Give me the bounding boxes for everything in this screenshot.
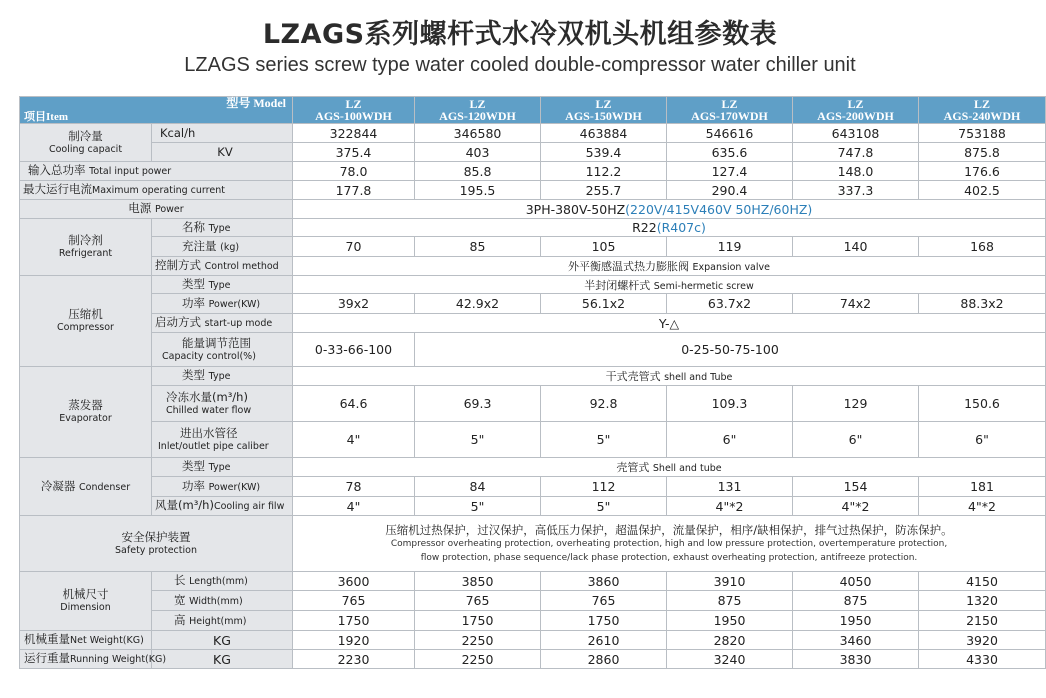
table-cell: 1950 [667, 611, 793, 631]
chilled-water-flow-label: 冷冻水量(m³/h) Chilled water flow [152, 386, 293, 422]
refrigerant-type-value: R22(R407c) [293, 219, 1046, 237]
safety-line-en-2: flow protection, phase sequence/lack phase protection, exhaust overheating protection, antifreeze protection. [420, 552, 918, 563]
running-weight-label: 运行重量Running Weight(KG) [20, 650, 152, 669]
condenser-power-label: 功率 Power(KW) [152, 477, 293, 497]
table-cell: 181 [919, 477, 1046, 497]
table-cell: 2820 [667, 631, 793, 650]
net-weight-label: 机械重量Net Weight(KG) [20, 631, 152, 650]
refrigerant-type-label: 名称 Type [152, 219, 293, 237]
compressor-type-value: 半封闭螺杆式 Semi-hermetic screw [293, 276, 1046, 294]
table-cell: 64.6 [293, 386, 415, 422]
table-row [20, 276, 1046, 294]
table-cell: 2860 [541, 650, 667, 669]
safety-line-cn: 压缩机过热保护，过汉保护，高低压力保护，超温保护，流量保护，相序/缺相保护，排气过热保护，防冻保护。 [385, 522, 953, 537]
table-cell: 129 [793, 386, 919, 422]
evaporator-label: 蒸发器 Evaporator [20, 367, 152, 458]
height-label: 高 Height(mm) [152, 611, 293, 631]
model-header [541, 97, 667, 124]
compressor-power-label: 功率 Power(KW) [152, 294, 293, 314]
table-cell: 255.7 [541, 181, 667, 200]
table-row [20, 631, 1046, 650]
model-line2: AGS-100WDH [315, 109, 392, 123]
model-line2: AGS-120WDH [439, 109, 516, 123]
safety-label: 安全保护装置 Safety protection [20, 516, 293, 572]
table-cell: 4"*2 [793, 497, 919, 516]
table-cell: 1750 [293, 611, 415, 631]
input-power-label: 输入总功率 Total input power [20, 162, 293, 181]
table-cell: 148.0 [793, 162, 919, 181]
table-cell: 5" [541, 422, 667, 458]
table-row [20, 314, 1046, 333]
table-cell: 70 [293, 237, 415, 257]
page-title: LZAGS系列螺杆式水冷双机头机组参数表 [262, 19, 778, 50]
table-cell: 69.3 [415, 386, 541, 422]
table-cell: 2610 [541, 631, 667, 650]
table-row [20, 650, 1046, 669]
table-cell: 109.3 [667, 386, 793, 422]
table-cell: 74x2 [793, 294, 919, 314]
control-method-value: 外平衡感温式热力膨胀阀 Expansion valve [293, 257, 1046, 276]
table-cell: 4"*2 [919, 497, 1046, 516]
evaporator-type-label: 类型 Type [152, 367, 293, 386]
model-line1: LZ [469, 97, 486, 111]
table-row [20, 458, 1046, 477]
table-cell: 290.4 [667, 181, 793, 200]
table-cell: 6" [793, 422, 919, 458]
table-cell: 84 [415, 477, 541, 497]
model-line2: AGS-170WDH [691, 109, 768, 123]
table-cell: 5" [415, 497, 541, 516]
table-cell: 3850 [415, 572, 541, 591]
table-cell: 322844 [293, 124, 415, 143]
table-cell: 39x2 [293, 294, 415, 314]
table-cell: 346580 [415, 124, 541, 143]
page-subtitle: LZAGS series screw type water cooled double-compressor water chiller unit [184, 54, 856, 76]
model-header [919, 97, 1046, 124]
table-cell: 92.8 [541, 386, 667, 422]
table-row [20, 162, 1046, 181]
table-cell: 112.2 [541, 162, 667, 181]
table-cell: 765 [541, 591, 667, 611]
table-row [20, 422, 1046, 458]
model-line2: AGS-240WDH [943, 109, 1021, 123]
table-cell: 168 [919, 237, 1046, 257]
table-cell: 4050 [793, 572, 919, 591]
model-header [415, 97, 541, 124]
table-row [20, 367, 1046, 386]
evaporator-type-value: 干式壳管式 shell and Tube [293, 367, 1046, 386]
table-cell: 875 [667, 591, 793, 611]
table-row [20, 200, 1046, 219]
table-cell: 2250 [415, 631, 541, 650]
table-row [20, 516, 1046, 572]
table-row [20, 611, 1046, 631]
table-cell: 4" [293, 422, 415, 458]
table-cell: 78.0 [293, 162, 415, 181]
model-header [293, 97, 415, 124]
model-line1: LZ [345, 97, 362, 111]
table-cell: 78 [293, 477, 415, 497]
table-cell: 3860 [541, 572, 667, 591]
parameter-table [19, 96, 1046, 669]
table-row [20, 143, 1046, 162]
table-cell: 635.6 [667, 143, 793, 162]
table-cell: 875.8 [919, 143, 1046, 162]
table-cell: 119 [667, 237, 793, 257]
table-cell: 4"*2 [667, 497, 793, 516]
table-row [20, 591, 1046, 611]
table-cell: 2250 [415, 650, 541, 669]
table-cell: 1750 [415, 611, 541, 631]
table-cell: 42.9x2 [415, 294, 541, 314]
table-row [20, 181, 1046, 200]
table-row [20, 497, 1046, 516]
table-cell: 6" [667, 422, 793, 458]
table-cell: 4330 [919, 650, 1046, 669]
model-line2: AGS-150WDH [565, 109, 642, 123]
refrigerant-label: 制冷剂 Refrigerant [20, 219, 152, 276]
table-cell: 747.8 [793, 143, 919, 162]
item-label: 项目Item [24, 111, 68, 123]
kcal-unit: Kcal/h [152, 124, 293, 143]
model-label: 型号 Model [226, 96, 286, 110]
table-cell: 1920 [293, 631, 415, 650]
table-cell: 1320 [919, 591, 1046, 611]
table-cell: 765 [293, 591, 415, 611]
dimension-label: 机械尺寸 Dimension [20, 572, 152, 631]
startup-mode-value: Y-△ [293, 314, 1046, 333]
startup-mode-label: 启动方式 start-up mode [152, 314, 293, 333]
table-cell: 3240 [667, 650, 793, 669]
table-cell: 88.3x2 [919, 294, 1046, 314]
cooling-label: 制冷量 Cooling capacit [20, 124, 152, 162]
table-row [20, 237, 1046, 257]
length-label: 长 Length(mm) [152, 572, 293, 591]
table-row [20, 219, 1046, 237]
power-supply-label: 电源 Power [20, 200, 293, 219]
capacity-control-rest: 0-25-50-75-100 [415, 333, 1046, 367]
table-cell: 176.6 [919, 162, 1046, 181]
table-cell: 85.8 [415, 162, 541, 181]
table-cell: 375.4 [293, 143, 415, 162]
table-cell: 402.5 [919, 181, 1046, 200]
table-cell: 2230 [293, 650, 415, 669]
table-cell: 3910 [667, 572, 793, 591]
header-row [20, 97, 1046, 124]
table-cell: 3460 [793, 631, 919, 650]
table-row [20, 333, 1046, 367]
table-cell: 403 [415, 143, 541, 162]
table-row [20, 477, 1046, 497]
capacity-control-first: 0-33-66-100 [293, 333, 415, 367]
air-flow-label: 风量(m³/h)Cooling air filw [152, 497, 293, 516]
table-cell: 131 [667, 477, 793, 497]
table-cell: 875 [793, 591, 919, 611]
header-corner [20, 97, 293, 124]
table-cell: 539.4 [541, 143, 667, 162]
control-method-label: 控制方式 Control method [152, 257, 293, 276]
table-cell: 105 [541, 237, 667, 257]
capacity-control-label: 能量调节范围 Capacity control(%) [152, 333, 293, 367]
kw-unit: KV [152, 143, 293, 162]
table-cell: 85 [415, 237, 541, 257]
table-cell: 154 [793, 477, 919, 497]
table-cell: 337.3 [793, 181, 919, 200]
model-line2: AGS-200WDH [817, 109, 894, 123]
table-cell: 63.7x2 [667, 294, 793, 314]
running-weight-unit: KG [152, 650, 293, 669]
condenser-label: 冷凝器 Condenser [20, 458, 152, 516]
table-cell: 5" [415, 422, 541, 458]
compressor-label: 压缩机 Compressor [20, 276, 152, 367]
width-label: 宽 Width(mm) [152, 591, 293, 611]
table-row [20, 386, 1046, 422]
model-line1: LZ [847, 97, 864, 111]
model-header [793, 97, 919, 124]
table-cell: 765 [415, 591, 541, 611]
table-row [20, 124, 1046, 143]
net-weight-unit: KG [152, 631, 293, 650]
table-cell: 150.6 [919, 386, 1046, 422]
condenser-type-value: 壳管式 Shell and tube [293, 458, 1046, 477]
safety-value [293, 516, 1046, 572]
compressor-type-label: 类型 Type [152, 276, 293, 294]
table-cell: 3830 [793, 650, 919, 669]
charge-label: 充注量 (kg) [152, 237, 293, 257]
table-cell: 177.8 [293, 181, 415, 200]
table-cell: 112 [541, 477, 667, 497]
condenser-type-label: 类型 Type [152, 458, 293, 477]
model-line1: LZ [973, 97, 990, 111]
table-cell: 3600 [293, 572, 415, 591]
table-cell: 463884 [541, 124, 667, 143]
table-cell: 140 [793, 237, 919, 257]
table-cell: 56.1x2 [541, 294, 667, 314]
power-supply-value: 3PH-380V-50HZ(220V/415V460V 50HZ/60HZ) [293, 200, 1046, 219]
table-cell: 753188 [919, 124, 1046, 143]
model-line1: LZ [595, 97, 612, 111]
table-cell: 6" [919, 422, 1046, 458]
table-row [20, 294, 1046, 314]
table-row [20, 572, 1046, 591]
table-cell: 643108 [793, 124, 919, 143]
safety-line-en-1: Compressor overheating protection, overheating protection, high and low pressure protection, overtemperature protection, [390, 538, 948, 549]
table-cell: 3920 [919, 631, 1046, 650]
table-cell: 127.4 [667, 162, 793, 181]
table-row [20, 257, 1046, 276]
table-cell: 4" [293, 497, 415, 516]
table-cell: 1950 [793, 611, 919, 631]
max-current-label: 最大运行电流Maximum operating current [20, 181, 293, 200]
model-line1: LZ [721, 97, 738, 111]
table-cell: 2150 [919, 611, 1046, 631]
table-cell: 195.5 [415, 181, 541, 200]
table-cell: 1750 [541, 611, 667, 631]
table-cell: 546616 [667, 124, 793, 143]
table-cell: 4150 [919, 572, 1046, 591]
table-cell: 5" [541, 497, 667, 516]
model-header [667, 97, 793, 124]
pipe-caliber-label: 进出水管径 Inlet/outlet pipe caliber [152, 422, 293, 458]
